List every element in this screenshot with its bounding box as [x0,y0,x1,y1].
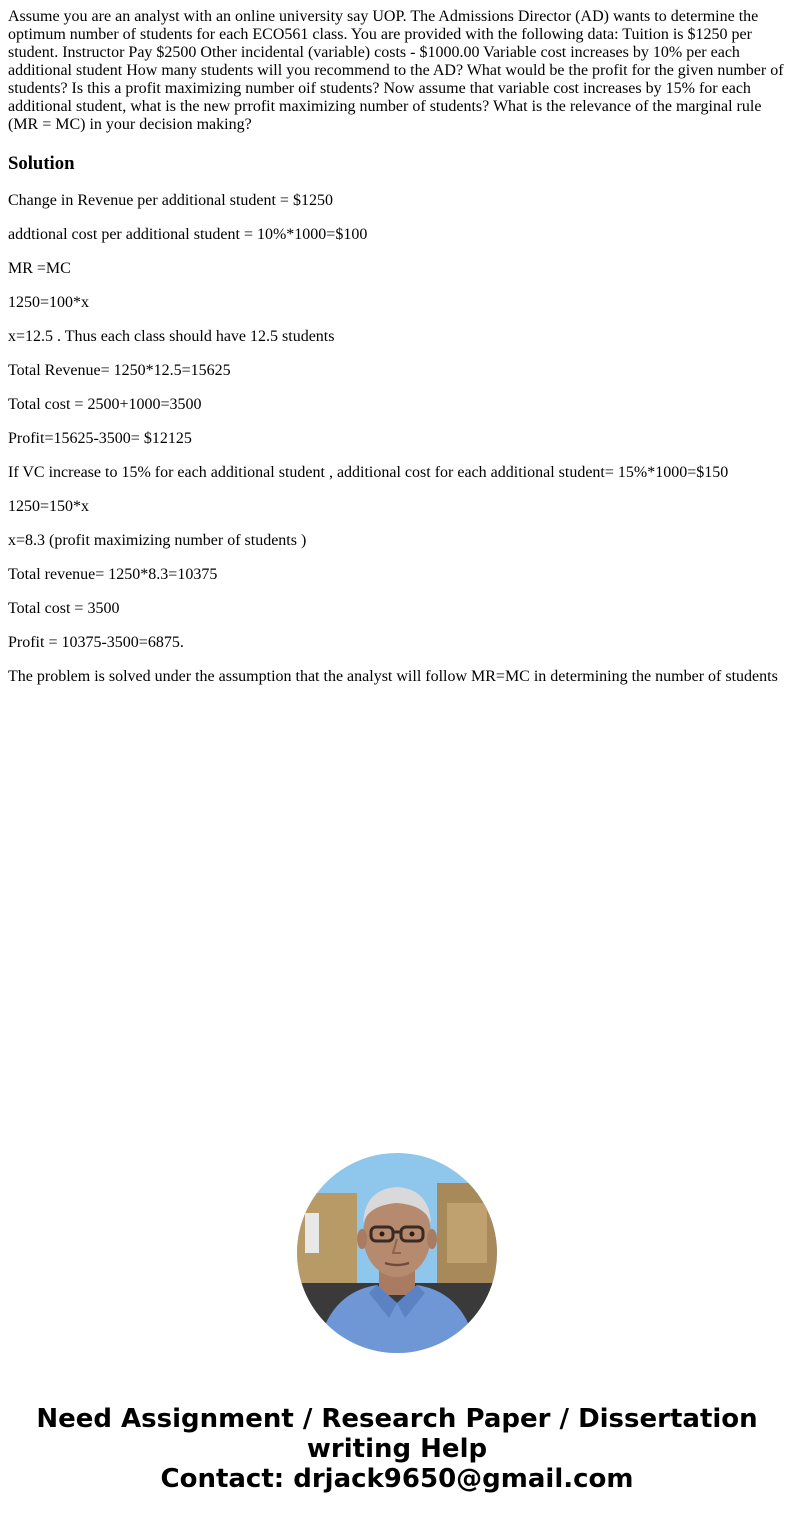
solution-step: Change in Revenue per additional student = $1250 [8,192,333,209]
author-avatar [297,1153,497,1353]
promo-banner [0,1404,794,1494]
promo-line: writing Help [306,1434,488,1464]
solution-step: The problem is solved under the assumption that the analyst will follow MR=MC in determining the number of students [8,668,778,685]
solution-heading: Solution [8,153,75,174]
solution-step: 1250=150*x [8,498,90,515]
solution-step: Total revenue= 1250*8.3=10375 [8,566,218,583]
solution-step: Profit = 10375-3500=6875. [8,634,184,651]
solution-step: Total Revenue= 1250*12.5=15625 [8,362,231,379]
question-text: Assume you are an analyst with an online university say UOP. The Admissions Director (AD) wants to determine the optimum number of students for each ECO561 class. You are provided with the following data: Tuition is $1250 per student. Instructor Pay $2500 Other incidental (variable) costs - $1000.00 Variable cost increases by 10% per each additional student How many students will you recommend to the AD? What would be the profit for the given number of students? Is this a profit maximizing number oif students? Now assume that variable cost increases by 15% for each additional student, what is the new prrofit maximizing number of students? What is the relevance of the marginal rule (MR = MC) in your decision making? [8,8,784,133]
solution-step: MR =MC [8,260,71,277]
solution-step: Total cost = 3500 [8,600,120,617]
solution-step: 1250=100*x [8,294,90,311]
promo-line: Need Assignment / Research Paper / Dissertation [36,1404,758,1434]
solution-step: Total cost = 2500+1000=3500 [8,396,202,413]
author-photo [297,1153,497,1353]
solution-step: If VC increase to 15% for each additional student , additional cost for each additional student= 15%*1000=$150 [8,464,729,481]
solution-steps [8,192,786,686]
document-content [8,8,786,702]
solution-step: addtional cost per additional student = 10%*1000=$100 [8,226,368,243]
solution-step: x=12.5 . Thus each class should have 12.5 students [8,328,335,345]
solution-step: x=8.3 (profit maximizing number of students ) [8,532,307,549]
promo-contact: Contact: drjack9650@gmail.com [160,1464,634,1494]
solution-step: Profit=15625-3500= $12125 [8,430,192,447]
